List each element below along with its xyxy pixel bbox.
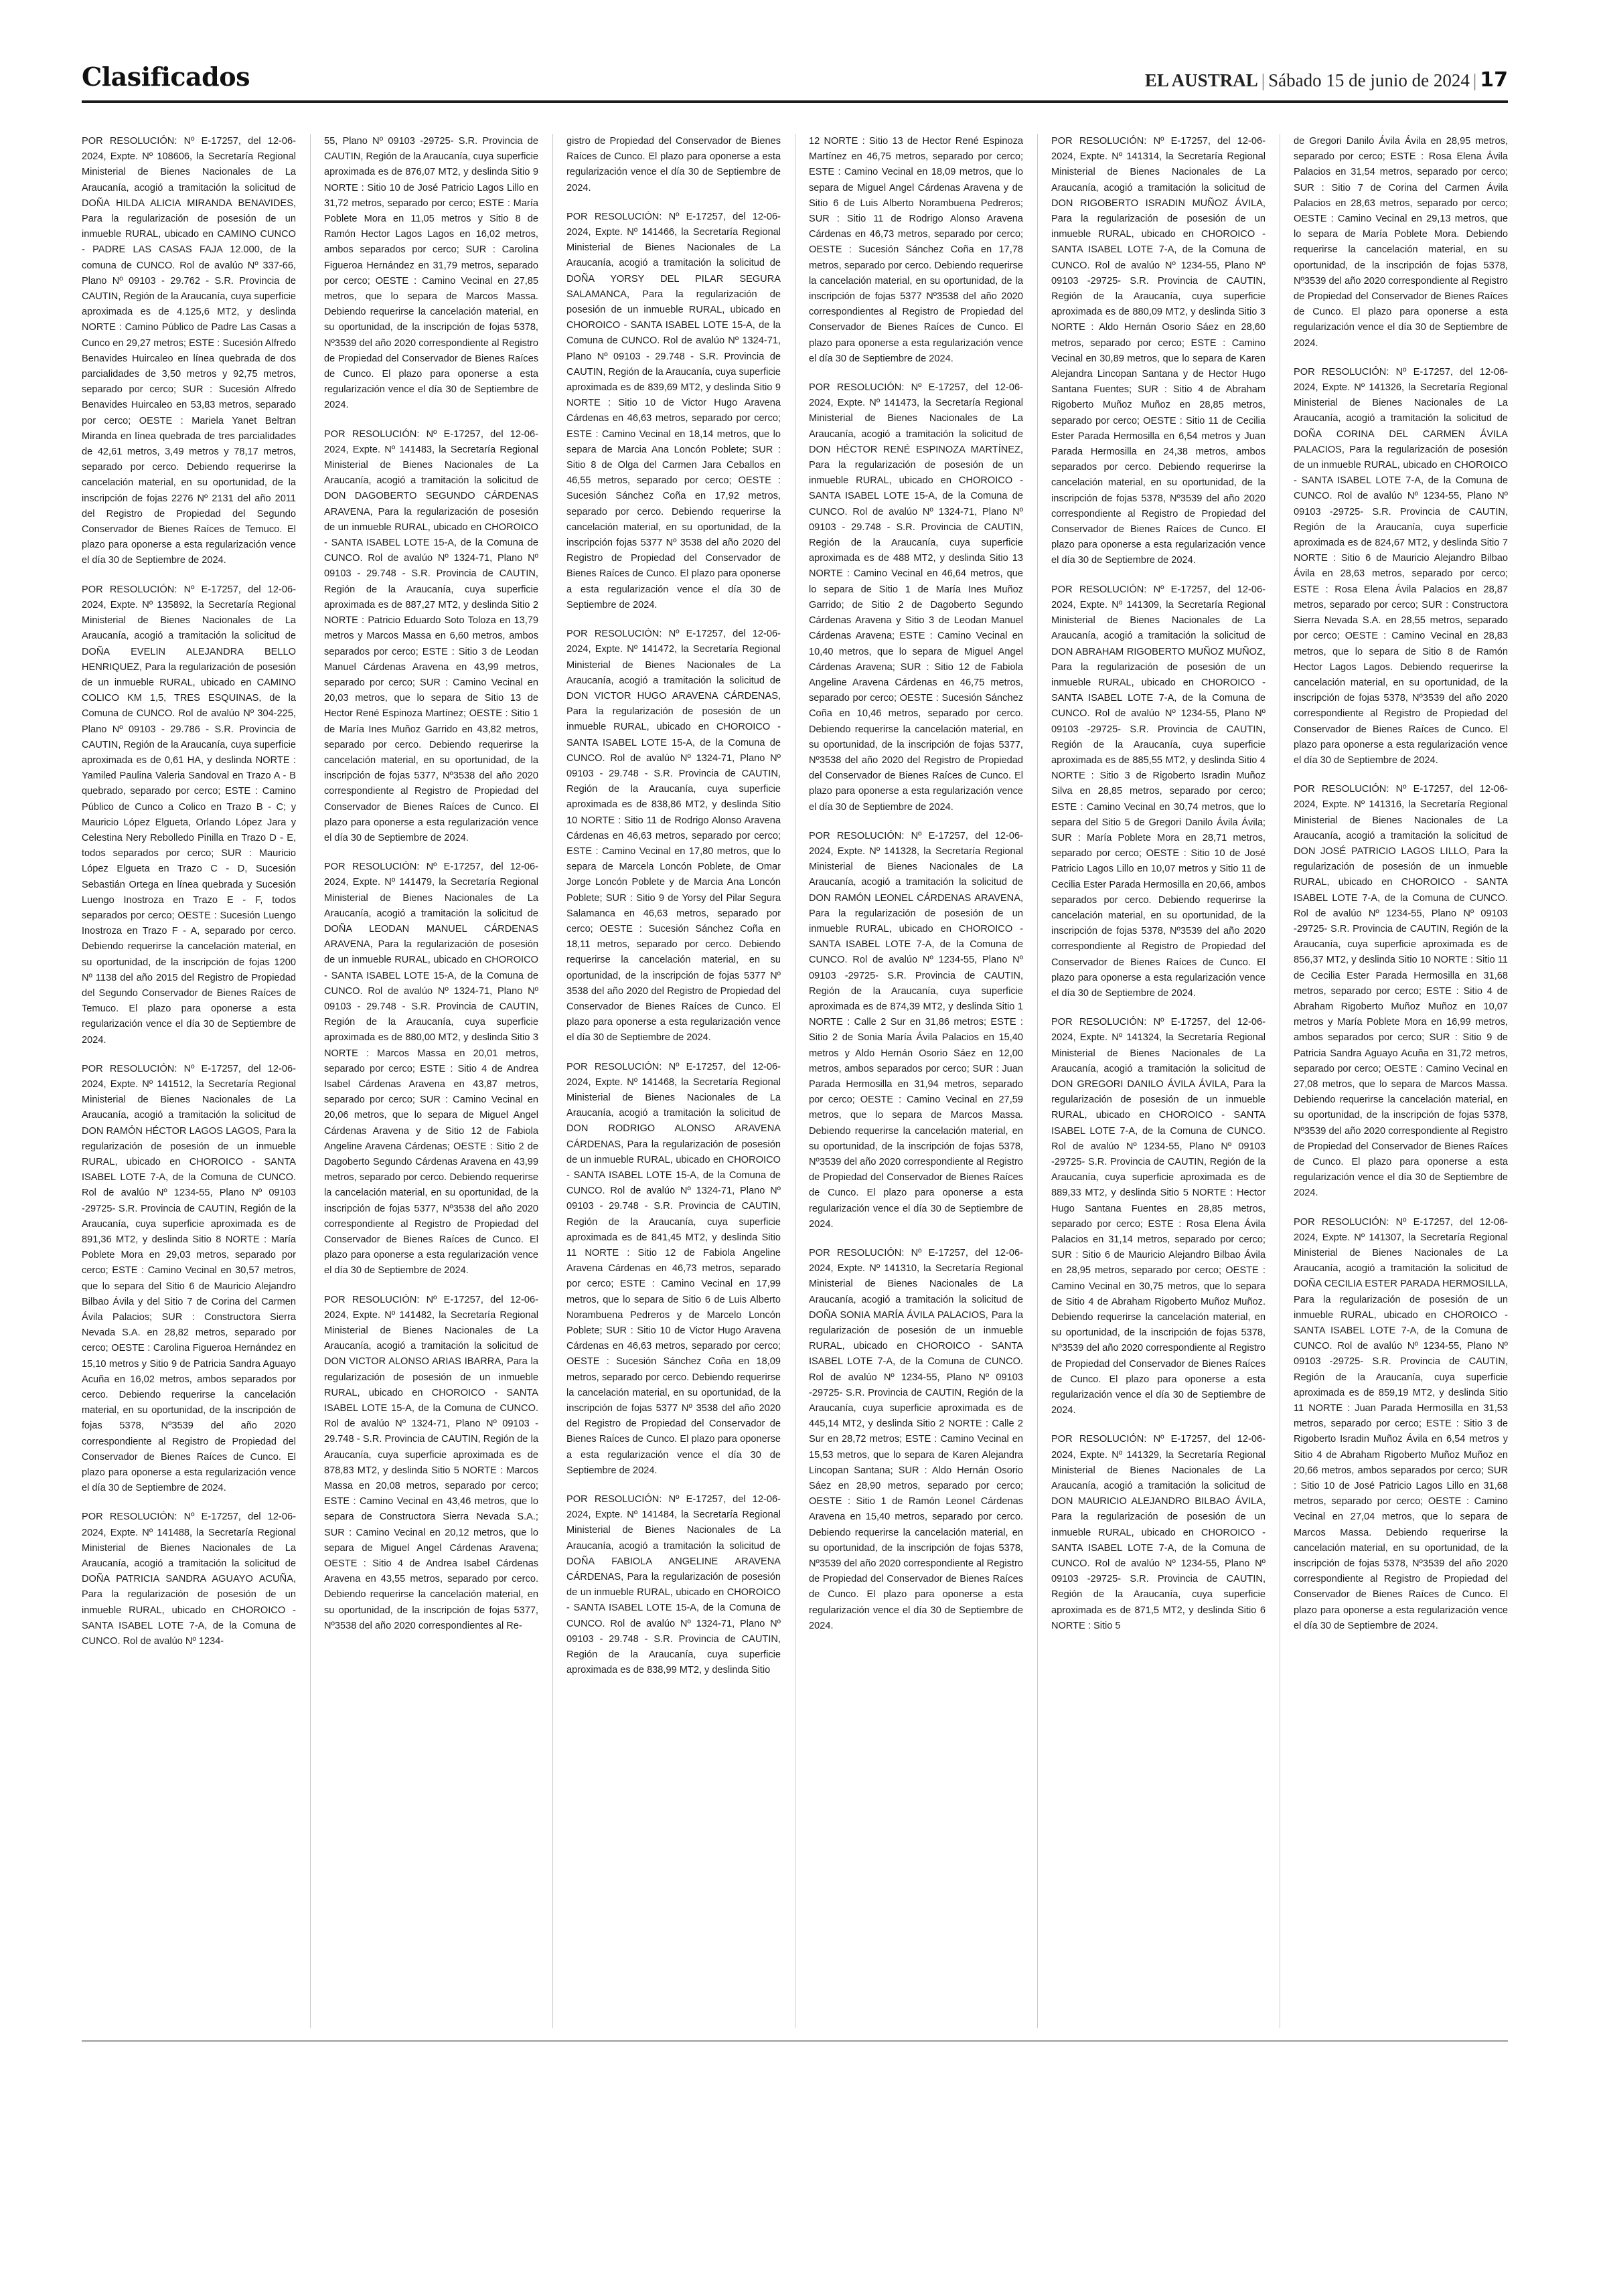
page-info [1145, 68, 1508, 92]
legal-notice: POR RESOLUCIÓN: Nº E-17257, del 12-06-2024, Expte. Nº 135892, la Secretaría Regional Ministerial de Bienes Nacionales de La Araucanía, acogió a tramitación la solicitud de DOÑA EVELIN ALEJANDRA BELLO HENRIQUEZ, Para la regularización de posesión de un inmueble RURAL, ubicado en CAMINO COLICO KM 1,5, TRES ESQUINAS, de la Comuna de CUNCO. Rol de avalúo Nº 304-225, Plano Nº 09103 - 29.786 - S.R. Provincia de CAUTIN, Región de la Araucanía, cuya superficie aproximada es de 0,61 HA, y deslinda NORTE : Yamiled Paulina Valeria Sandoval en Trazo A - B quebrado, separado por cerco; ESTE : Camino Público de Cunco a Colico en Trazo B - C; y Mauricio López Elgueta, Orlando López Jara y Celestina Nery Rebolledo Pinilla en Trazo D - E, todos separados por cerco; SUR : Mauricio López Elgueta en Trazo C - D, Sucesión Sebastián Ortega en línea quebrada y Sucesión Luengo Inostroza en Trazo E - F, todos separados por cerco; OESTE : Sucesión Luengo Inostroza en Trazo F - A, separado por cerco. Debiendo requerirse la cancelación material, en su oportunidad, de la inscripción de fojas 1200 Nº 1138 del año 2015 del Registro de Propiedad del Segundo Conservador de Bienes Raíces de Temuco. El plazo para oponerse a esta regularización vence el día 30 de Septiembre de 2024. [82, 584, 296, 1046]
page-number: 17 [1480, 68, 1508, 92]
legal-notice: POR RESOLUCIÓN: Nº E-17257, del 12-06-2024, Expte. Nº 141310, la Secretaría Regional Ministerial de Bienes Nacionales de La Araucanía, acogió a tramitación la solicitud de DOÑA SONIA MARÍA ÁVILA PALACIOS, Para la regularización de posesión de un inmueble RURAL, ubicado en CHOROICO - SANTA ISABEL LOTE 7-A, de la Comuna de CUNCO. Rol de avalúo Nº 1234-55, Plano Nº 09103 -29725- S.R. Provincia de CAUTIN, Región de la Araucanía, cuya superficie aproximada es de 445,14 MT2, y deslinda Sitio 2 NORTE : Calle 2 Sur en 28,72 metros; ESTE : Camino Vecinal en 15,53 metros, que lo separa de Karen Alejandra Lincopan Santana; SUR : Aldo Hernán Osorio Sáez en 28,90 metros, separado por cerco; OESTE : Sitio 1 de Ramón Leonel Cárdenas Aravena en 15,40 metros, separado por cerco. Debiendo requerirse la cancelación material, en su oportunidad, de la inscripción de fojas 5378, Nº3539 del año 2020 correspondiente al Registro de Propiedad del Conservador de Bienes Raíces de Cunco. El plazo para oponerse a esta regularización vence el día 30 de Septiembre de 2024. [809, 1248, 1023, 1631]
legal-notice: 12 NORTE : Sitio 13 de Hector René Espinoza Martínez en 46,75 metros, separado por cerco; ESTE : Camino Vecinal en 18,09 metros, que lo separa de Miguel Angel Cárdenas Aravena y de Sitio 6 de Luis Alberto Norambuena Pedreros; SUR : Sitio 11 de Rodrigo Alonso Aravena Cárdenas en 46,73 metros, separado por cerco; OESTE : Sucesión Sánchez Coña en 17,78 metros, separado por cerco. Debiendo requerirse la cancelación material, en su oportunidad, de la inscripción de fojas 5377 Nº3538 del año 2020 correspondientes al Registro de Propiedad del Conservador de Bienes Raíces de Cunco. El plazo para oponerse a esta regularización vence el día 30 de Septiembre de 2024. [809, 136, 1023, 364]
legal-notice: POR RESOLUCIÓN: Nº E-17257, del 12-06-2024, Expte. Nº 141316, la Secretaría Regional Ministerial de Bienes Nacionales de La Araucanía, acogió a tramitación la solicitud de DON JOSÉ PATRICIO LAGOS LILLO, Para la regularización de posesión de un inmueble RURAL, ubicado en CHOROICO - SANTA ISABEL LOTE 7-A, de la Comuna de CUNCO. Rol de avalúo Nº 1234-55, Plano Nº 09103 -29725- S.R. Provincia de CAUTIN, Región de la Araucanía, cuya superficie aproximada es de 856,37 MT2, y deslinda Sitio 10 NORTE : Sitio 11 de Cecilia Ester Parada Hermosilla en 31,68 metros, separado por cerco; ESTE : Sitio 4 de Abraham Rigoberto Muñoz Muñoz en 10,07 metros y María Poblete Mora en 16,99 metros, ambos separados por cerco; SUR : Sitio 9 de Patricia Sandra Aguayo Acuña en 31,72 metros, separado por cerco; OESTE : Camino Vecinal en 27,08 metros, que lo separa de Marcos Massa. Debiendo requerirse la cancelación material, en su oportunidad, de la inscripción de fojas 5378, Nº3539 del año 2020 correspondiente al Registro de Propiedad del Conservador de Bienes Raíces de Cunco. El plazo para oponerse a esta regularización vence el día 30 de Septiembre de 2024. [1294, 784, 1508, 1199]
footer-rule [82, 2040, 1508, 2042]
legal-notice: de Gregori Danilo Ávila Ávila en 28,95 metros, separado por cerco; ESTE : Rosa Elena Ávila Palacios en 31,54 metros, separado por cerco; SUR : Sitio 7 de Corina del Carmen Ávila Palacios en 28,63 metros, separado por cerco; OESTE : Camino Vecinal en 29,13 metros, que lo separa de María Poblete Mora. Debiendo requerirse la cancelación material, en su oportunidad, de la inscripción de fojas 5378, Nº3539 del año 2020 correspondiente al Registro de Propiedad del Conservador de Bienes Raíces de Cunco. El plazo para oponerse a esta regularización vence el día 30 de Septiembre de 2024. [1294, 136, 1508, 349]
column-2 [324, 134, 538, 2028]
legal-notice: POR RESOLUCIÓN: Nº E-17257, del 12-06-2024, Expte. Nº 108606, la Secretaría Regional Ministerial de Bienes Nacionales de La Araucanía, acogió a tramitación la solicitud de DOÑA HILDA ALICIA MIRANDA BENAVIDES, Para la regularización de posesión de un inmueble RURAL, ubicado en CAMINO CUNCO - PADRE LAS CASAS FAJA 12.000, de la comuna de CUNCO. Rol de avalúo Nº 337-66, Plano Nº 09103 - 29.762 - S.R. Provincia de CAUTIN, Región de la Araucanía, cuya superficie aproximada es de 4.125,6 MT2, y deslinda NORTE : Camino Público de Padre Las Casas a Cunco en 29,27 metros; ESTE : Sucesión Alfredo Benavides Huircaleo en línea quebrada de dos parcialidades de 3,50 metros y 92,75 metros, separado por cerco; SUR : Sucesión Alfredo Benavides Huircaleo en 53,83 metros, separado por cerco; OESTE : Mariela Yanet Beltran Miranda en línea quebrada de tres parcialidades de 42,61 metros, 3,49 metros y 78,17 metros, separado por cerco. Debiendo requerirse la cancelación material, en su oportunidad, de la inscripción de fojas 2276 Nº 2131 del año 2011 del Registro de Propiedad del Segundo Conservador de Bienes Raíces de Temuco. El plazo para oponerse a esta regularización vence el día 30 de Septiembre de 2024. [82, 136, 296, 566]
legal-notice: POR RESOLUCIÓN: Nº E-17257, del 12-06-2024, Expte. Nº 141479, la Secretaría Regional Ministerial de Bienes Nacionales de La Araucanía, acogió a tramitación la solicitud de DOÑA LEODAN MANUEL CÁRDENAS ARAVENA, Para la regularización de posesión de un inmueble RURAL, ubicado en CHOROICO - SANTA ISABEL LOTE 15-A, de la Comuna de CUNCO. Rol de avalúo Nº 1324-71, Plano Nº 09103 - 29.748 - S.R. Provincia de CAUTIN, Región de la Araucanía, cuya superficie aproximada es de 880,00 MT2, y deslinda Sitio 3 NORTE : Marcos Massa en 20,01 metros, separado por cerco; ESTE : Sitio 4 de Andrea Isabel Cárdenas Aravena en 43,87 metros, separado por cerco; SUR : Camino Vecinal en 20,06 metros, que lo separa de Miguel Angel Cárdenas Aravena y de Sitio 12 de Fabiola Angeline Aravena Cárdenas; OESTE : Sitio 2 de Dagoberto Segundo Cárdenas Aravena en 43,99 metros, separado por cerco. Debiendo requerirse la cancelación material, en su oportunidad, de la inscripción de fojas 5377, Nº3538 del año 2020 correspondiente al Registro de Propiedad del Conservador de Bienes Raíces de Cunco. El plazo para oponerse a esta regularización vence el día 30 de Septiembre de 2024. [324, 862, 538, 1277]
legal-notice: POR RESOLUCIÓN: Nº E-17257, del 12-06-2024, Expte. Nº 141329, la Secretaría Regional Ministerial de Bienes Nacionales de La Araucanía, acogió a tramitación la solicitud de DON MAURICIO ALEJANDRO BILBAO ÁVILA, Para la regularización de posesión de un inmueble RURAL, ubicado en CHOROICO - SANTA ISABEL LOTE 7-A, de la Comuna de CUNCO. Rol de avalúo Nº 1234-55, Plano Nº 09103 -29725- S.R. Provincia de CAUTIN, Región de la Araucanía, cuya superficie aproximada es de 871,5 MT2, y deslinda Sitio 6 NORTE : Sitio 5 [1051, 1434, 1266, 1631]
legal-notice: POR RESOLUCIÓN: Nº E-17257, del 12-06-2024, Expte. Nº 141468, la Secretaría Regional Ministerial de Bienes Nacionales de La Araucanía, acogió a tramitación la solicitud de DON RODRIGO ALONSO ARAVENA CÁRDENAS, Para la regularización de posesión de un inmueble RURAL, ubicado en CHOROICO - SANTA ISABEL LOTE 15-A, de la Comuna de CUNCO. Rol de avalúo Nº 1324-71, Plano Nº 09103 - 29.748 - S.R. Provincia de CAUTIN, Región de la Araucanía, cuya superficie aproximada es de 841,45 MT2, y deslinda Sitio 11 NORTE : Sitio 12 de Fabiola Angeline Aravena Cárdenas en 46,73 metros, separado por cerco; ESTE : Camino Vecinal en 17,99 metros, que lo separa de Sitio 6 de Luis Alberto Norambuena Pedreros y de Marcelo Loncón Poblete; SUR : Sitio 10 de Victor Hugo Aravena Cárdenas en 46,63 metros, separado por cerco; OESTE : Sucesión Sánchez Coña en 18,09 metros, separado por cerco. Debiendo requerirse la cancelación material, en su oportunidad, de la inscripción de fojas 5377 Nº 3538 del año 2020 del Registro de Propiedad del Conservador de Bienes Raíces de Cunco. El plazo para oponerse a esta regularización vence el día 30 de Septiembre de 2024. [566, 1061, 781, 1476]
column-6 [1294, 134, 1508, 2028]
legal-notice: POR RESOLUCIÓN: Nº E-17257, del 12-06-2024, Expte. Nº 141473, la Secretaría Regional Ministerial de Bienes Nacionales de La Araucanía, acogió a tramitación la solicitud de DON HÉCTOR RENÉ ESPINOZA MARTÍNEZ, Para la regularización de posesión de un inmueble RURAL, ubicado en CHOROICO - SANTA ISABEL LOTE 15-A, de la Comuna de CUNCO. Rol de avalúo Nº 1324-71, Plano Nº 09103 - 29.748 - S.R. Provincia de CAUTIN, Región de la Araucanía, cuya superficie aproximada es de 488 MT2, y deslinda Sitio 13 NORTE : Camino Vecinal en 46,64 metros, que lo separa de Sitio 1 de María Ines Muñoz Garrido; de Sitio 2 de Dagoberto Segundo Cárdenas Aravena y Sitio 3 de Leodan Manuel Cárdenas Aravena; ESTE : Camino Vecinal en 10,40 metros, que lo separa de Miguel Angel Cárdenas Aravena; SUR : Sitio 12 de Fabiola Angeline Aravena Cárdenas en 46,75 metros, separado por cerco; OESTE : Sucesión Sánchez Coña en 10,46 metros, separado por cerco. Debiendo requerirse la cancelación material, en su oportunidad, de la inscripción de fojas 5377, Nº3538 del año 2020 del Registro de Propiedad del Conservador de Bienes Raíces de Cunco. El plazo para oponerse a esta regularización vence el día 30 de Septiembre de 2024. [809, 382, 1023, 813]
legal-notice: POR RESOLUCIÓN: Nº E-17257, del 12-06-2024, Expte. Nº 141472, la Secretaría Regional Ministerial de Bienes Nacionales de La Araucanía, acogió a tramitación la solicitud de DON VICTOR HUGO ARAVENA CÁRDENAS, Para la regularización de posesión de un inmueble RURAL, ubicado en CHOROICO - SANTA ISABEL LOTE 15-A, de la Comuna de CUNCO. Rol de avalúo Nº 1324-71, Plano Nº 09103 - 29.748 - S.R. Provincia de CAUTIN, Región de la Araucanía, cuya superficie aproximada es de 838,86 MT2, y deslinda Sitio 10 NORTE : Sitio 11 de Rodrigo Alonso Aravena Cárdenas en 46,63 metros, separado por cerco; ESTE : Camino Vecinal en 17,80 metros, que lo separa de Marcela Loncón Poblete, de Omar Jorge Loncón Poblete y de Marcia Ana Loncón Poblete; SUR : Sitio 9 de Yorsy del Pilar Segura Salamanca en 46,63 metros, separado por cerco; OESTE : Sucesión Sánchez Coña en 18,11 metros, separado por cerco. Debiendo requerirse la cancelación material, en su oportunidad, de la inscripción de fojas 5377 Nº 3538 del año 2020 del Registro de Propiedad del Conservador de Bienes Raíces de Cunco. El plazo para oponerse a esta regularización vence el día 30 de Septiembre de 2024. [566, 629, 781, 1044]
legal-notice: POR RESOLUCIÓN: Nº E-17257, del 12-06-2024, Expte. Nº 141328, la Secretaría Regional Ministerial de Bienes Nacionales de La Araucanía, acogió a tramitación la solicitud de DON RAMÓN LEONEL CÁRDENAS ARAVENA, Para la regularización de posesión de un inmueble RURAL, ubicado en CHOROICO - SANTA ISABEL LOTE 7-A, de la Comuna de CUNCO. Rol de avalúo Nº 1234-55, Plano Nº 09103 -29725- S.R. Provincia de CAUTIN, Región de la Araucanía, cuya superficie aproximada es de 874,39 MT2, y deslinda Sitio 1 NORTE : Calle 2 Sur en 31,86 metros; ESTE : Sitio 2 de Sonia María Ávila Palacios en 15,40 metros y Aldo Hernán Osorio Sáez en 12,00 metros, ambos separados por cerco; SUR : Juan Parada Hermosilla en 31,94 metros, separado por cerco; OESTE : Camino Vecinal en 27,59 metros, que lo separa de Marcos Massa. Debiendo requerirse la cancelación material, en su oportunidad, de la inscripción de fojas 5378, Nº3539 del año 2020 correspondiente al Registro de Propiedad del Conservador de Bienes Raíces de Cunco. El plazo para oponerse a esta regularización vence el día 30 de Septiembre de 2024. [809, 830, 1023, 1230]
column-3 [566, 134, 781, 2028]
legal-notice: POR RESOLUCIÓN: Nº E-17257, del 12-06-2024, Expte. Nº 141309, la Secretaría Regional Ministerial de Bienes Nacionales de La Araucanía, acogió a tramitación la solicitud de DON ABRAHAM RIGOBERTO MUÑOZ MUÑOZ, Para la regularización de posesión de un inmueble RURAL, ubicado en CHOROICO - SANTA ISABEL LOTE 7-A, de la Comuna de CUNCO. Rol de avalúo Nº 1234-55, Plano Nº 09103 -29725- S.R. Provincia de CAUTIN, Región de la Araucanía, cuya superficie aproximada es de 885,55 MT2, y deslinda Sitio 4 NORTE : Sitio 3 de Rigoberto Isradin Muñoz Silva en 28,85 metros, separado por cerco; ESTE : Camino Vecinal en 30,74 metros, que lo separa del Sitio 5 de Gregori Danilo Ávila Ávila; SUR : María Poblete Mora en 28,71 metros, separado por cerco; OESTE : Sitio 10 de José Patricio Lagos Lillo en 10,07 metros y Sitio 11 de Cecilia Ester Parada Hermosilla en 20,66, ambos separados por cerco. Debiendo requerirse la cancelación material, en su oportunidad, de la inscripción de fojas 5378, Nº3539 del año 2020 correspondiente al Registro de Propiedad del Conservador de Bienes Raíces de Cunco. El plazo para oponerse a esta regularización vence el día 30 de Septiembre de 2024. [1051, 584, 1266, 999]
legal-notice: POR RESOLUCIÓN: Nº E-17257, del 12-06-2024, Expte. Nº 141307, la Secretaría Regional Ministerial de Bienes Nacionales de La Araucanía, acogió a tramitación la solicitud de DOÑA CECILIA ESTER PARADA HERMOSILLA, Para la regularización de posesión de un inmueble RURAL, ubicado en CHOROICO - SANTA ISABEL LOTE 7-A, de la Comuna de CUNCO. Rol de avalúo Nº 1234-55, Plano Nº 09103 -29725- S.R. Provincia de CAUTIN, Región de la Araucanía, cuya superficie aproximada es de 859,19 MT2, y deslinda Sitio 11 NORTE : Juan Parada Hermosilla en 31,53 metros, separado por cerco; ESTE : Sitio 3 de Rigoberto Isradin Muñoz Ávila en 6,54 metros y Sitio 4 de Abraham Rigoberto Muñoz Muñoz en 20,66 metros, ambos separados por cerco; SUR : Sitio 10 de José Patricio Lagos Lillo en 31,68 metros, separado por cerco; OESTE : Camino Vecinal en 27,04 metros, que lo separa de Marcos Massa. Debiendo requerirse la cancelación material, en su oportunidad, de la inscripción de fojas 5378, Nº3539 del año 2020 correspondiente al Registro de Propiedad del Conservador de Bienes Raíces de Cunco. El plazo para oponerse a esta regularización vence el día 30 de Septiembre de 2024. [1294, 1216, 1508, 1631]
legal-notice: POR RESOLUCIÓN: Nº E-17257, del 12-06-2024, Expte. Nº 141484, la Secretaría Regional Ministerial de Bienes Nacionales de La Araucanía, acogió a tramitación la solicitud de DOÑA FABIOLA ANGELINE ARAVENA CÁRDENAS, Para la regularización de posesión de un inmueble RURAL, ubicado en CHOROICO - SANTA ISABEL LOTE 15-A, de la Comuna de CUNCO. Rol de avalúo Nº 1324-71, Plano Nº 09103 - 29.748 - S.R. Provincia de CAUTIN, Región de la Araucanía, cuya superficie aproximada es de 838,99 MT2, y deslinda Sitio [566, 1494, 781, 1676]
legal-notice: gistro de Propiedad del Conservador de Bienes Raíces de Cunco. El plazo para oponerse a esta regularización vence el día 30 de Septiembre de 2024. [566, 136, 781, 193]
column-4 [809, 134, 1023, 2028]
publication-date: Sábado 15 de junio de 2024 [1268, 70, 1470, 90]
legal-notice: POR RESOLUCIÓN: Nº E-17257, del 12-06-2024, Expte. Nº 141324, la Secretaría Regional Ministerial de Bienes Nacionales de La Araucanía, acogió a tramitación la solicitud de DON GREGORI DANILO ÁVILA ÁVILA, Para la regularización de posesión de un inmueble RURAL, ubicado en CHOROICO - SANTA ISABEL LOTE 7-A, de la Comuna de CUNCO. Rol de avalúo Nº 1234-55, Plano Nº 09103 -29725- S.R. Provincia de CAUTIN, Región de la Araucanía, cuya superficie aproximada es de 889,33 MT2, y deslinda Sitio 5 NORTE : Hector Hugo Santana Fuentes en 28,85 metros, separado por cerco; ESTE : Rosa Elena Ávila Palacios en 31,14 metros, separado por cerco; SUR : Sitio 6 de Mauricio Alejandro Bilbao Ávila en 28,95 metros, separado por cerco; OESTE : Camino Vecinal en 30,75 metros, que lo separa de Sitio 4 de Abraham Rigoberto Muñoz Muñoz. Debiendo requerirse la cancelación material, en su oportunidad, de la inscripción de fojas 5378, Nº3539 del año 2020 correspondiente al Registro de Propiedad del Conservador de Bienes Raíces de Cunco. El plazo para oponerse a esta regularización vence el día 30 de Septiembre de 2024. [1051, 1017, 1266, 1416]
legal-notice: 55, Plano Nº 09103 -29725- S.R. Provincia de CAUTIN, Región de la Araucanía, cuya superficie aproximada es de 876,07 MT2, y deslinda Sitio 9 NORTE : Sitio 10 de José Patricio Lagos Lillo en 31,72 metros, separado por cerco; ESTE : María Poblete Mora en 11,05 metros y Sitio 8 de Ramón Hector Lagos Lagos en 16,02 metros, ambos separados por cerco; SUR : Carolina Figueroa Hernández en 31,79 metros, separado por cerco; OESTE : Camino Vecinal en 27,85 metros, que lo separa de Marcos Massa. Debiendo requerirse la cancelación material, en su oportunidad, de la inscripción de fojas 5378, Nº3539 del año 2020 correspondiente al Registro de Propiedad del Conservador de Bienes Raíces de Cunco. El plazo para oponerse a esta regularización vence el día 30 de Septiembre de 2024. [324, 136, 538, 411]
legal-notice: POR RESOLUCIÓN: Nº E-17257, del 12-06-2024, Expte. Nº 141483, la Secretaría Regional Ministerial de Bienes Nacionales de La Araucanía, acogió a tramitación la solicitud de DON DAGOBERTO SEGUNDO CÁRDENAS ARAVENA, Para la regularización de posesión de un inmueble RURAL, ubicado en CHOROICO - SANTA ISABEL LOTE 15-A, de la Comuna de CUNCO. Rol de avalúo Nº 1324-71, Plano Nº 09103 - 29.748 - S.R. Provincia de CAUTIN, Región de la Araucanía, cuya superficie aproximada es de 887,27 MT2, y deslinda Sitio 2 NORTE : Patricio Eduardo Soto Toloza en 13,79 metros y Marcos Massa en 6,60 metros, ambos separados por cerco; ESTE : Sitio 3 de Leodan Manuel Cárdenas Aravena en 43,99 metros, separado por cerco; SUR : Camino Vecinal en 20,03 metros, que lo separa de Sitio 13 de Hector René Espinoza Martínez; OESTE : Sitio 1 de María Ines Muñoz Garrido en 43,82 metros, separado por cerco. Debiendo requerirse la cancelación material, en su oportunidad, de la inscripción de fojas 5377, Nº3538 del año 2020 correspondiente al Registro de Propiedad del Conservador de Bienes Raíces de Cunco. El plazo para oponerse a esta regularización vence el día 30 de Septiembre de 2024. [324, 428, 538, 843]
column-5 [1051, 134, 1266, 2028]
legal-notice: POR RESOLUCIÓN: Nº E-17257, del 12-06-2024, Expte. Nº 141512, la Secretaría Regional Ministerial de Bienes Nacionales de La Araucanía, acogió a tramitación la solicitud de DON RAMÓN HÉCTOR LAGOS LAGOS, Para la regularización de posesión de un inmueble RURAL, ubicado en CHOROICO - SANTA ISABEL LOTE 7-A, de la Comuna de CUNCO. Rol de avalúo Nº 1234-55, Plano Nº 09103 -29725- S.R. Provincia de CAUTIN, Región de la Araucanía, cuya superficie aproximada es de 891,36 MT2, y deslinda Sitio 8 NORTE : María Poblete Mora en 29,03 metros, separado por cerco; ESTE : Camino Vecinal en 30,57 metros, que lo separa del Sitio 6 de Mauricio Alejandro Bilbao Ávila y del Sitio 7 de Corina del Carmen Ávila Palacios; SUR : Constructora Sierra Nevada S.A. en 28,82 metros, separado por cerco; OESTE : Carolina Figueroa Hernández en 15,10 metros y Sitio 9 de Patricia Sandra Aguayo Acuña en 16,02 metros, ambos separados por cerco. Debiendo requerirse la cancelación material, en su oportunidad, de la inscripción de fojas 5378, Nº3539 del año 2020 correspondiente al Registro de Propiedad del Conservador de Bienes Raíces de Cunco. El plazo para oponerse a esta regularización vence el día 30 de Septiembre de 2024. [82, 1063, 296, 1494]
classifieds-columns [82, 134, 1508, 2028]
legal-notice: POR RESOLUCIÓN: Nº E-17257, del 12-06-2024, Expte. Nº 141466, la Secretaría Regional Ministerial de Bienes Nacionales de La Araucanía, acogió a tramitación la solicitud de DOÑA YORSY DEL PILAR SEGURA SALAMANCA, Para la regularización de posesión de un inmueble RURAL, ubicado en CHOROICO - SANTA ISABEL LOTE 15-A, de la Comuna de CUNCO. Rol de avalúo Nº 1324-71, Plano Nº 09103 - 29.748 - S.R. Provincia de CAUTIN, Región de la Araucanía, cuya superficie aproximada es de 839,69 MT2, y deslinda Sitio 9 NORTE : Sitio 10 de Victor Hugo Aravena Cárdenas en 46,63 metros, separado por cerco; ESTE : Camino Vecinal en 18,14 metros, que lo separa de Marcia Ana Loncón Poblete; SUR : Sitio 8 de Olga del Carmen Jara Ceballos en 46,55 metros, separado por cerco; OESTE : Sucesión Sánchez Coña en 17,92 metros, separado por cerco. Debiendo requerirse la cancelación material, en su oportunidad, de la inscripción fojas 5377 Nº 3538 del año 2020 del Registro de Propiedad del Conservador de Bienes Raíces de Cunco. El plazo para oponerse a esta regularización vence el día 30 de Septiembre de 2024. [566, 211, 781, 610]
newspaper-name: EL AUSTRAL [1144, 70, 1258, 90]
page-header [82, 59, 1508, 100]
header-separator: | [1261, 70, 1266, 90]
section-title: Clasificados [82, 62, 250, 92]
header-separator: | [1472, 70, 1477, 90]
legal-notice: POR RESOLUCIÓN: Nº E-17257, del 12-06-2024, Expte. Nº 141482, la Secretaría Regional Ministerial de Bienes Nacionales de La Araucanía, acogió a tramitación la solicitud de DON VICTOR ALONSO ARIAS IBARRA, Para la regularización de posesión de un inmueble RURAL, ubicado en CHOROICO - SANTA ISABEL LOTE 15-A, de la Comuna de CUNCO. Rol de avalúo Nº 1324-71, Plano Nº 09103 - 29.748 - S.R. Provincia de CAUTIN, Región de la Araucanía, cuya superficie aproximada es de 878,83 MT2, y deslinda Sitio 5 NORTE : Marcos Massa en 20,08 metros, separado por cerco; ESTE : Camino Vecinal en 43,46 metros, que lo separa de Constructora Sierra Nevada S.A.; SUR : Camino Vecinal en 20,12 metros, que lo separa de Miguel Angel Cárdenas Aravena; OESTE : Sitio 4 de Andrea Isabel Cárdenas Aravena en 43,55 metros, separado por cerco. Debiendo requerirse la cancelación material, en su oportunidad, de la inscripción de fojas 5377, Nº3538 del año 2020 correspondientes al Re- [324, 1294, 538, 1631]
column-1 [82, 134, 296, 2028]
header-rule [82, 100, 1508, 103]
legal-notice: POR RESOLUCIÓN: Nº E-17257, del 12-06-2024, Expte. Nº 141488, la Secretaría Regional Ministerial de Bienes Nacionales de La Araucanía, acogió a tramitación la solicitud de DOÑA PATRICIA SANDRA AGUAYO ACUÑA, Para la regularización de posesión de un inmueble RURAL, ubicado en CHOROICO - SANTA ISABEL LOTE 7-A, de la Comuna de CUNCO. Rol de avalúo Nº 1234- [82, 1511, 296, 1647]
legal-notice: POR RESOLUCIÓN: Nº E-17257, del 12-06-2024, Expte. Nº 141314, la Secretaría Regional Ministerial de Bienes Nacionales de La Araucanía, acogió a tramitación la solicitud de DON RIGOBERTO ISRADIN MUÑOZ ÁVILA, Para la regularización de posesión de un inmueble RURAL, ubicado en CHOROICO - SANTA ISABEL LOTE 7-A, de la Comuna de CUNCO. Rol de avalúo Nº 1234-55, Plano Nº 09103 -29725- S.R. Provincia de CAUTIN, Región de la Araucanía, cuya superficie aproximada es de 880,09 MT2, y deslinda Sitio 3 NORTE : Aldo Hernán Osorio Sáez en 28,60 metros, separado por cerco; ESTE : Camino Vecinal en 30,89 metros, que lo separa de Karen Alejandra Lincopan Santana y de Hector Hugo Santana Fuentes; SUR : Sitio 4 de Abraham Rigoberto Muñoz Muñoz en 28,85 metros, separado por cerco; OESTE : Sitio 11 de Cecilia Ester Parada Hermosilla en 6,54 metros y Juan Parada Hermosilla en 24,38 metros, ambos separados por cerco. Debiendo requerirse la cancelación material, en su oportunidad, de la inscripción de fojas 5378, Nº3539 del año 2020 correspondiente al Registro de Propiedad del Conservador de Bienes Raíces de Cunco. El plazo para oponerse a esta regularización vence el día 30 de Septiembre de 2024. [1051, 136, 1266, 566]
legal-notice: POR RESOLUCIÓN: Nº E-17257, del 12-06-2024, Expte. Nº 141326, la Secretaría Regional Ministerial de Bienes Nacionales de La Araucanía, acogió a tramitación la solicitud de DOÑA CORINA DEL CARMEN ÁVILA PALACIOS, Para la regularización de posesión de un inmueble RURAL, ubicado en CHOROICO - SANTA ISABEL LOTE 7-A, de la Comuna de CUNCO. Rol de avalúo Nº 1234-55, Plano Nº 09103 -29725- S.R. Provincia de CAUTIN, Región de la Araucanía, cuya superficie aproximada es de 824,67 MT2, y deslinda Sitio 7 NORTE : Sitio 6 de Mauricio Alejandro Bilbao Ávila en 28,63 metros, separado por cerco; ESTE : Rosa Elena Ávila Palacios en 28,87 metros, separado por cerco; SUR : Constructora Sierra Nevada S.A. en 28,55 metros, separado por cerco; OESTE : Camino Vecinal en 28,83 metros, que lo separa de Sitio 8 de Ramón Hector Lagos Lagos. Debiendo requerirse la cancelación material, en su oportunidad, de la inscripción de fojas 5378, Nº3539 del año 2020 correspondiente al Registro de Propiedad del Conservador de Bienes Raíces de Cunco. El plazo para oponerse a esta regularización vence el día 30 de Septiembre de 2024. [1294, 366, 1508, 766]
